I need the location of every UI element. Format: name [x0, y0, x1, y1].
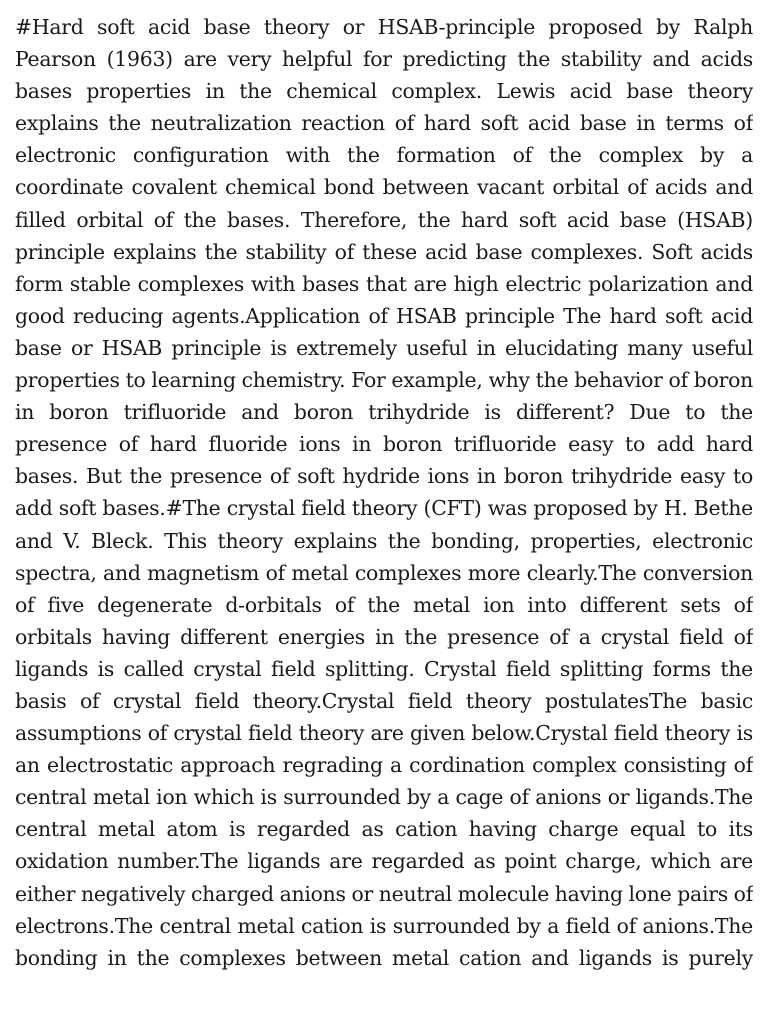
- document-page: [15, 11, 753, 1011]
- body-paragraph: #Hard soft acid base theory or HSAB-principle proposed by Ralph Pearson (1963) are very helpful for predicting the stability and acids bases properties in the chemical complex. Lewis acid base theory explains the neutralization reaction of hard soft acid base in terms of electronic configuration with the formation of the complex by a coordinate covalent chemical bond between vacant orbital of acids and filled orbital of the bases. Therefore, the hard soft acid base (HSAB) principle explains the stability of these acid base complexes. Soft acids form stable complexes with bases that are high electric polarization and good reducing agents.Application of HSAB principle The hard soft acid base or HSAB principle is extremely useful in elucidating many useful properties to learning chemistry. For example, why the behavior of boron in boron trifluoride and boron trihydride is different? Due to the presence of hard fluoride ions in boron trifluoride easy to add hard bases. But the presence of soft hydride ions in boron trihydride easy to add soft bases.#The crystal field theory (CFT) was proposed by H. Bethe and V. Bleck. This theory explains the bonding, properties, electronic spectra, and magnetism of metal complexes more clearly.The conversion of five degenerate d-orbitals of the metal ion into different sets of orbitals having different energies in the presence of a crystal field of ligands is called crystal field splitting. Crystal field splitting forms the basis of crystal field theory.Crystal field theory postulatesThe basic assumptions of crystal field theory are given below.Crystal field theory is an electrostatic approach regrading a cordination complex consisting of central metal ion which is surrounded by a cage of anions or ligands.The central metal atom is regarded as cation having charge equal to its oxidation number.The ligands are regarded as point charge, which are either negatively charged anions or neutral molecule having lone pairs of electrons.The central metal cation is surrounded by a field of anions.The bonding in the complexes between metal cation and ligands is purely: [15, 15, 753, 970]
